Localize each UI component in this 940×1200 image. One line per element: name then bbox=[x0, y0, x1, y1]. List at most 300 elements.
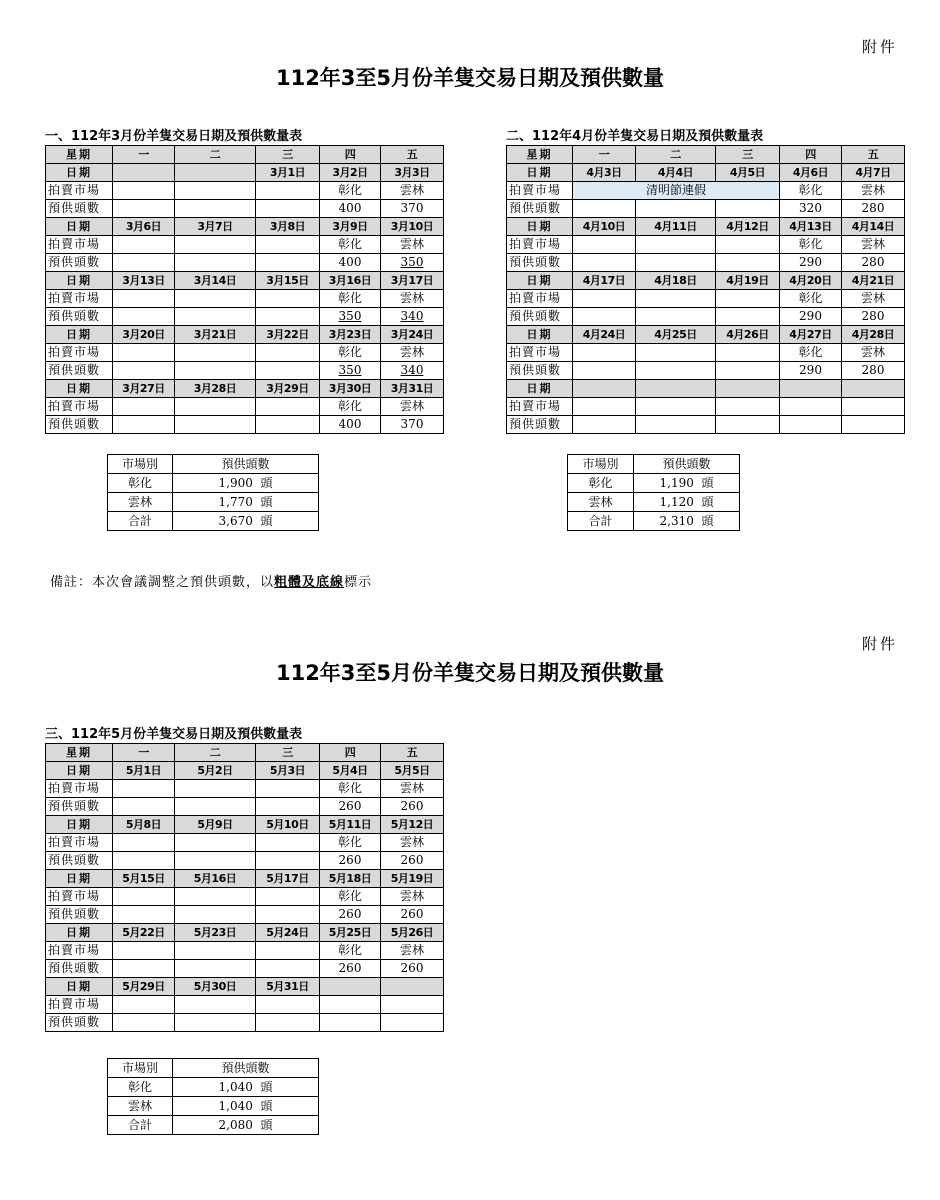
market-cell: 雲林 bbox=[381, 398, 444, 416]
market-cell: 彰化 bbox=[320, 182, 381, 200]
date-cell: 4月14日 bbox=[842, 218, 905, 236]
market-cell bbox=[716, 236, 780, 254]
may-table-caption: 三、112年5月份羊隻交易日期及預供數量表 bbox=[45, 727, 303, 742]
qty-cell bbox=[113, 1014, 175, 1032]
qty-cell: 260 bbox=[381, 798, 444, 816]
market-cell bbox=[113, 996, 175, 1014]
market-cell bbox=[780, 398, 842, 416]
qty-cell bbox=[636, 362, 716, 380]
qty-cell bbox=[842, 416, 905, 434]
date-cell: 5月12日 bbox=[381, 816, 444, 834]
market-cell bbox=[256, 398, 320, 416]
april-table-caption: 二、112年4月份羊隻交易日期及預供數量表 bbox=[506, 129, 764, 144]
market-cell bbox=[113, 182, 175, 200]
weekday-tue: 二 bbox=[636, 146, 716, 164]
date-cell bbox=[636, 380, 716, 398]
market-cell bbox=[573, 398, 636, 416]
note-and: 及 bbox=[302, 575, 317, 590]
qty-cell: 260 bbox=[381, 960, 444, 978]
qty-row-label: 預供頭數 bbox=[46, 416, 113, 434]
march-summary-table bbox=[107, 454, 319, 531]
date-row-label: 日期 bbox=[46, 924, 113, 942]
summary-market: 雲林 bbox=[568, 493, 634, 512]
date-cell: 3月1日 bbox=[256, 164, 320, 182]
market-cell bbox=[113, 942, 175, 960]
weekday-tue: 二 bbox=[175, 146, 256, 164]
april-summary-table bbox=[567, 454, 740, 531]
date-row-label: 日期 bbox=[46, 218, 113, 236]
date-row bbox=[507, 218, 905, 236]
date-cell: 3月17日 bbox=[381, 272, 444, 290]
qty-cell bbox=[113, 254, 175, 272]
qty-row bbox=[46, 362, 444, 380]
summary-market: 合計 bbox=[108, 512, 173, 531]
summary-market: 彰化 bbox=[568, 474, 634, 493]
market-cell bbox=[175, 398, 256, 416]
market-row-label: 拍賣市場 bbox=[507, 182, 573, 200]
date-row bbox=[507, 272, 905, 290]
date-cell: 4月12日 bbox=[716, 218, 780, 236]
qty-row bbox=[46, 960, 444, 978]
qty-cell bbox=[175, 200, 256, 218]
attachment-label: 附件 bbox=[861, 635, 898, 653]
qty-cell bbox=[320, 1014, 381, 1032]
qty-cell: 350 bbox=[320, 308, 381, 326]
market-row bbox=[46, 996, 444, 1014]
summary-qty: 1,770 頭 bbox=[173, 493, 319, 512]
may-section bbox=[45, 726, 444, 1135]
market-cell bbox=[113, 344, 175, 362]
weekday-tue: 二 bbox=[175, 744, 256, 762]
qty-cell bbox=[636, 254, 716, 272]
market-cell bbox=[636, 344, 716, 362]
qty-row-label: 預供頭數 bbox=[46, 852, 113, 870]
qty-cell: 290 bbox=[780, 254, 842, 272]
qty-row-label: 預供頭數 bbox=[46, 254, 113, 272]
market-cell: 彰化 bbox=[320, 942, 381, 960]
may-schedule-table bbox=[45, 743, 444, 1032]
market-cell: 彰化 bbox=[780, 236, 842, 254]
date-cell: 3月14日 bbox=[175, 272, 256, 290]
attachment-label: 附件 bbox=[861, 38, 898, 56]
date-row bbox=[46, 816, 444, 834]
market-cell: 雲林 bbox=[381, 834, 444, 852]
date-row-label: 日期 bbox=[507, 380, 573, 398]
qty-cell bbox=[256, 852, 320, 870]
date-cell: 4月6日 bbox=[780, 164, 842, 182]
date-row bbox=[507, 164, 905, 182]
summary-header-row bbox=[568, 455, 740, 474]
date-cell: 4月10日 bbox=[573, 218, 636, 236]
qty-cell: 400 bbox=[320, 200, 381, 218]
weekday-mon: 一 bbox=[573, 146, 636, 164]
market-cell bbox=[842, 398, 905, 416]
date-cell: 3月2日 bbox=[320, 164, 381, 182]
date-cell: 3月6日 bbox=[113, 218, 175, 236]
summary-market: 彰化 bbox=[108, 1078, 173, 1097]
date-row-label: 日期 bbox=[507, 326, 573, 344]
summary-market: 合計 bbox=[108, 1116, 173, 1135]
note-prefix: 備註：本次會議調整之預供頭數，以 bbox=[50, 575, 275, 590]
date-cell: 4月5日 bbox=[716, 164, 780, 182]
qty-row bbox=[507, 416, 905, 434]
date-row-label: 日期 bbox=[46, 816, 113, 834]
qty-cell bbox=[113, 960, 175, 978]
weekday-fri: 五 bbox=[842, 146, 905, 164]
date-cell: 5月19日 bbox=[381, 870, 444, 888]
summary-qty: 3,670 頭 bbox=[173, 512, 319, 531]
qty-cell bbox=[716, 308, 780, 326]
market-row bbox=[46, 942, 444, 960]
april-schedule-table bbox=[506, 145, 905, 434]
qty-row-label: 預供頭數 bbox=[46, 200, 113, 218]
weekday-fri: 五 bbox=[381, 146, 444, 164]
date-cell: 4月3日 bbox=[573, 164, 636, 182]
date-cell: 3月13日 bbox=[113, 272, 175, 290]
summary-qty-header: 預供頭數 bbox=[634, 455, 740, 474]
date-cell: 4月17日 bbox=[573, 272, 636, 290]
qty-cell bbox=[636, 308, 716, 326]
date-cell: 3月21日 bbox=[175, 326, 256, 344]
qty-row bbox=[46, 798, 444, 816]
market-cell bbox=[573, 290, 636, 308]
qty-cell: 260 bbox=[381, 906, 444, 924]
date-cell bbox=[381, 978, 444, 996]
date-cell: 3月16日 bbox=[320, 272, 381, 290]
march-section bbox=[45, 128, 444, 531]
date-cell: 5月31日 bbox=[256, 978, 320, 996]
date-row-label: 日期 bbox=[507, 272, 573, 290]
may-summary-table bbox=[107, 1058, 319, 1135]
weekday-mon: 一 bbox=[113, 744, 175, 762]
market-row bbox=[46, 290, 444, 308]
date-cell: 5月17日 bbox=[256, 870, 320, 888]
weekday-mon: 一 bbox=[113, 146, 175, 164]
qty-cell: 350 bbox=[320, 362, 381, 380]
date-cell: 3月30日 bbox=[320, 380, 381, 398]
date-cell bbox=[320, 978, 381, 996]
qty-cell: 280 bbox=[842, 308, 905, 326]
qty-row bbox=[46, 254, 444, 272]
date-cell: 4月18日 bbox=[636, 272, 716, 290]
page-title: 112年3至5月份羊隻交易日期及預供數量 bbox=[275, 661, 665, 685]
market-row bbox=[507, 290, 905, 308]
summary-market: 合計 bbox=[568, 512, 634, 531]
summary-row bbox=[108, 493, 319, 512]
date-cell: 5月2日 bbox=[175, 762, 256, 780]
qty-row-label: 預供頭數 bbox=[46, 906, 113, 924]
date-cell: 3月29日 bbox=[256, 380, 320, 398]
qty-cell: 290 bbox=[780, 308, 842, 326]
summary-market-header: 市場別 bbox=[108, 455, 173, 474]
qty-cell: 400 bbox=[320, 254, 381, 272]
market-cell: 彰化 bbox=[320, 780, 381, 798]
market-cell bbox=[256, 344, 320, 362]
market-cell bbox=[175, 344, 256, 362]
date-cell: 4月4日 bbox=[636, 164, 716, 182]
date-cell: 5月11日 bbox=[320, 816, 381, 834]
market-cell bbox=[716, 290, 780, 308]
may-weeks bbox=[46, 762, 444, 1032]
date-cell: 4月21日 bbox=[842, 272, 905, 290]
qty-row bbox=[507, 254, 905, 272]
summary-row bbox=[568, 474, 740, 493]
qty-cell: 260 bbox=[320, 798, 381, 816]
qty-cell: 260 bbox=[320, 906, 381, 924]
date-cell: 3月7日 bbox=[175, 218, 256, 236]
summary-row bbox=[568, 493, 740, 512]
date-cell: 5月29日 bbox=[113, 978, 175, 996]
market-row-label: 拍賣市場 bbox=[46, 182, 113, 200]
summary-qty-header: 預供頭數 bbox=[173, 1059, 319, 1078]
date-cell bbox=[573, 380, 636, 398]
market-row-label: 拍賣市場 bbox=[46, 888, 113, 906]
qty-cell bbox=[175, 906, 256, 924]
market-cell: 雲林 bbox=[381, 344, 444, 362]
market-cell bbox=[716, 344, 780, 362]
qty-row-label: 預供頭數 bbox=[507, 362, 573, 380]
date-row bbox=[46, 380, 444, 398]
qty-cell: 400 bbox=[320, 416, 381, 434]
date-cell bbox=[175, 164, 256, 182]
weekday-label: 星期 bbox=[507, 146, 573, 164]
date-row-label: 日期 bbox=[46, 272, 113, 290]
market-cell bbox=[175, 182, 256, 200]
date-cell: 5月22日 bbox=[113, 924, 175, 942]
market-cell bbox=[113, 888, 175, 906]
market-cell bbox=[113, 398, 175, 416]
market-cell: 彰化 bbox=[320, 344, 381, 362]
market-cell bbox=[175, 290, 256, 308]
date-cell bbox=[113, 164, 175, 182]
market-row-label: 拍賣市場 bbox=[46, 996, 113, 1014]
qty-cell bbox=[636, 416, 716, 434]
qty-row-label: 預供頭數 bbox=[46, 362, 113, 380]
market-row-label: 拍賣市場 bbox=[507, 398, 573, 416]
market-cell: 雲林 bbox=[381, 780, 444, 798]
market-row bbox=[46, 398, 444, 416]
market-cell: 雲林 bbox=[381, 888, 444, 906]
market-row-label: 拍賣市場 bbox=[46, 398, 113, 416]
qty-cell bbox=[256, 362, 320, 380]
qty-row-label: 預供頭數 bbox=[507, 308, 573, 326]
qty-cell: 260 bbox=[381, 852, 444, 870]
market-cell bbox=[573, 344, 636, 362]
market-cell bbox=[636, 236, 716, 254]
market-cell bbox=[256, 888, 320, 906]
date-cell: 4月26日 bbox=[716, 326, 780, 344]
qty-cell: 340 bbox=[381, 308, 444, 326]
april-weeks bbox=[507, 164, 905, 434]
weekday-thu: 四 bbox=[320, 744, 381, 762]
qty-row bbox=[46, 416, 444, 434]
date-cell: 3月9日 bbox=[320, 218, 381, 236]
remark-note bbox=[50, 571, 372, 590]
market-cell bbox=[113, 290, 175, 308]
summary-header-row bbox=[108, 455, 319, 474]
qty-cell bbox=[256, 960, 320, 978]
market-cell bbox=[175, 780, 256, 798]
market-row bbox=[507, 236, 905, 254]
market-row bbox=[46, 780, 444, 798]
summary-market-header: 市場別 bbox=[568, 455, 634, 474]
market-cell bbox=[175, 834, 256, 852]
market-row-label: 拍賣市場 bbox=[507, 344, 573, 362]
qty-cell bbox=[573, 308, 636, 326]
qty-row-label: 預供頭數 bbox=[46, 960, 113, 978]
april-section bbox=[506, 128, 905, 531]
date-cell: 5月30日 bbox=[175, 978, 256, 996]
date-cell: 4月24日 bbox=[573, 326, 636, 344]
date-row bbox=[46, 978, 444, 996]
date-cell: 5月15日 bbox=[113, 870, 175, 888]
market-cell: 雲林 bbox=[381, 182, 444, 200]
date-cell: 5月18日 bbox=[320, 870, 381, 888]
date-cell: 3月28日 bbox=[175, 380, 256, 398]
market-cell bbox=[381, 996, 444, 1014]
market-cell bbox=[256, 996, 320, 1014]
summary-total-row bbox=[108, 512, 319, 531]
market-cell bbox=[573, 236, 636, 254]
qty-cell bbox=[573, 362, 636, 380]
summary-total-row bbox=[568, 512, 740, 531]
market-cell: 雲林 bbox=[842, 236, 905, 254]
summary-qty: 1,040 頭 bbox=[173, 1097, 319, 1116]
market-row-label: 拍賣市場 bbox=[46, 344, 113, 362]
holiday-notice: 清明節連假 bbox=[573, 182, 780, 200]
qty-cell bbox=[175, 362, 256, 380]
weekday-thu: 四 bbox=[320, 146, 381, 164]
market-cell bbox=[256, 290, 320, 308]
summary-total-row bbox=[108, 1116, 319, 1135]
qty-cell bbox=[256, 308, 320, 326]
qty-cell bbox=[175, 308, 256, 326]
qty-cell bbox=[256, 906, 320, 924]
date-cell: 3月24日 bbox=[381, 326, 444, 344]
qty-cell bbox=[780, 416, 842, 434]
qty-cell bbox=[573, 254, 636, 272]
market-cell bbox=[175, 236, 256, 254]
date-row bbox=[46, 870, 444, 888]
weekday-wed: 三 bbox=[256, 146, 320, 164]
market-row bbox=[46, 182, 444, 200]
note-underline-word: 底線 bbox=[316, 575, 345, 590]
market-row bbox=[46, 236, 444, 254]
date-cell: 4月19日 bbox=[716, 272, 780, 290]
market-cell: 彰化 bbox=[780, 290, 842, 308]
qty-cell bbox=[175, 416, 256, 434]
qty-cell bbox=[113, 308, 175, 326]
weekday-header-row bbox=[46, 146, 444, 164]
qty-cell bbox=[573, 416, 636, 434]
march-schedule-table bbox=[45, 145, 444, 434]
market-cell: 彰化 bbox=[780, 182, 842, 200]
market-row bbox=[46, 834, 444, 852]
date-cell: 3月15日 bbox=[256, 272, 320, 290]
date-row-label: 日期 bbox=[46, 164, 113, 182]
qty-cell: 290 bbox=[780, 362, 842, 380]
date-row bbox=[507, 380, 905, 398]
qty-row bbox=[46, 200, 444, 218]
qty-cell bbox=[175, 254, 256, 272]
march-table-caption: 一、112年3月份羊隻交易日期及預供數量表 bbox=[45, 129, 303, 144]
market-cell bbox=[113, 780, 175, 798]
summary-header-row bbox=[108, 1059, 319, 1078]
date-cell: 4月11日 bbox=[636, 218, 716, 236]
qty-cell bbox=[716, 362, 780, 380]
market-cell: 彰化 bbox=[780, 344, 842, 362]
date-row-label: 日期 bbox=[46, 326, 113, 344]
date-cell: 5月4日 bbox=[320, 762, 381, 780]
date-row bbox=[46, 924, 444, 942]
weekday-wed: 三 bbox=[716, 146, 780, 164]
market-row-label: 拍賣市場 bbox=[507, 290, 573, 308]
qty-cell: 260 bbox=[320, 852, 381, 870]
qty-cell bbox=[256, 200, 320, 218]
qty-row bbox=[46, 852, 444, 870]
qty-cell bbox=[573, 200, 636, 218]
march-weeks bbox=[46, 164, 444, 434]
qty-cell bbox=[716, 416, 780, 434]
date-cell: 5月16日 bbox=[175, 870, 256, 888]
date-cell: 5月23日 bbox=[175, 924, 256, 942]
market-row bbox=[46, 344, 444, 362]
date-cell: 5月8日 bbox=[113, 816, 175, 834]
weekday-thu: 四 bbox=[780, 146, 842, 164]
date-cell: 5月1日 bbox=[113, 762, 175, 780]
qty-row bbox=[507, 200, 905, 218]
date-cell: 3月27日 bbox=[113, 380, 175, 398]
market-cell bbox=[256, 236, 320, 254]
page-title: 112年3至5月份羊隻交易日期及預供數量 bbox=[275, 66, 665, 90]
date-cell: 4月20日 bbox=[780, 272, 842, 290]
market-cell bbox=[256, 834, 320, 852]
summary-qty: 1,120 頭 bbox=[634, 493, 740, 512]
market-cell: 雲林 bbox=[381, 290, 444, 308]
market-row-label: 拍賣市場 bbox=[46, 236, 113, 254]
weekday-header-row bbox=[46, 744, 444, 762]
qty-cell bbox=[716, 200, 780, 218]
market-cell bbox=[636, 398, 716, 416]
qty-cell bbox=[381, 1014, 444, 1032]
qty-row-label: 預供頭數 bbox=[507, 254, 573, 272]
date-row bbox=[46, 326, 444, 344]
market-cell: 彰化 bbox=[320, 290, 381, 308]
market-cell bbox=[113, 236, 175, 254]
qty-cell bbox=[113, 200, 175, 218]
date-row bbox=[46, 272, 444, 290]
date-cell: 5月25日 bbox=[320, 924, 381, 942]
weekday-header-row bbox=[507, 146, 905, 164]
market-cell bbox=[636, 290, 716, 308]
market-cell bbox=[113, 834, 175, 852]
qty-cell bbox=[113, 906, 175, 924]
market-row bbox=[507, 344, 905, 362]
date-row bbox=[46, 218, 444, 236]
qty-row-label: 預供頭數 bbox=[507, 200, 573, 218]
date-cell: 5月9日 bbox=[175, 816, 256, 834]
date-cell: 3月10日 bbox=[381, 218, 444, 236]
market-row bbox=[507, 182, 905, 200]
qty-cell bbox=[175, 852, 256, 870]
date-row bbox=[46, 762, 444, 780]
qty-cell: 370 bbox=[381, 416, 444, 434]
market-cell: 雲林 bbox=[381, 236, 444, 254]
date-row-label: 日期 bbox=[507, 218, 573, 236]
date-row bbox=[507, 326, 905, 344]
summary-row bbox=[108, 474, 319, 493]
summary-qty: 2,310 頭 bbox=[634, 512, 740, 531]
